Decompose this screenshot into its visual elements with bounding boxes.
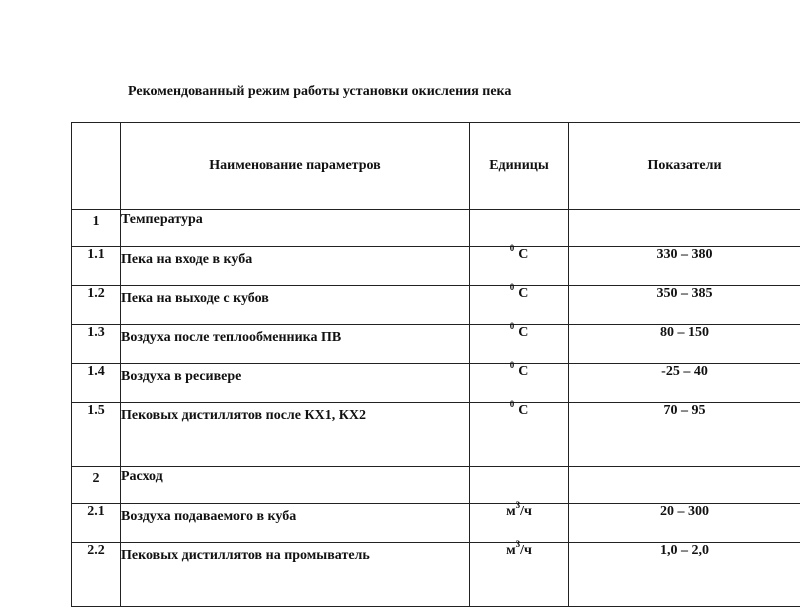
unit-symbol: С [518, 247, 528, 262]
row-parameter-name: Пека на выходе с кубов [121, 286, 470, 325]
table-row [72, 403, 800, 467]
row-unit [470, 325, 569, 364]
row-unit [470, 247, 569, 286]
unit-symbol: С [518, 364, 528, 379]
unit-exponent: 3 [516, 500, 521, 510]
row-parameter-name: Воздуха подаваемого в куба [121, 504, 470, 543]
row-number: 1.5 [72, 403, 121, 467]
row-value: 20 – 300 [569, 504, 800, 543]
unit-tail: /ч [520, 504, 532, 519]
row-unit [470, 403, 569, 467]
row-number: 2.1 [72, 504, 121, 543]
row-value [569, 210, 800, 247]
header-parameter-name: Наименование параметров [121, 123, 470, 210]
row-unit [470, 467, 569, 504]
row-parameter-name: Расход [121, 467, 470, 504]
degree-superscript: 0 [510, 243, 515, 253]
table-row [72, 504, 800, 543]
degree-superscript: 0 [510, 282, 515, 292]
row-number: 1 [72, 210, 121, 247]
row-parameter-name: Пековых дистиллятов после КХ1, КХ2 [121, 403, 470, 467]
table-row [72, 286, 800, 325]
row-parameter-name: Воздуха в ресивере [121, 364, 470, 403]
row-unit [470, 504, 569, 543]
row-value: 330 – 380 [569, 247, 800, 286]
row-unit [470, 543, 569, 607]
page-title: Рекомендованный режим работы установки окисления пека [128, 84, 511, 100]
unit-exponent: 3 [516, 539, 521, 549]
header-values: Показатели [569, 123, 800, 210]
row-number: 1.2 [72, 286, 121, 325]
row-value: -25 – 40 [569, 364, 800, 403]
unit-tail: /ч [520, 543, 532, 558]
row-number: 2 [72, 467, 121, 504]
row-value [569, 467, 800, 504]
table-header-row [72, 123, 800, 210]
row-number: 1.4 [72, 364, 121, 403]
table-row [72, 247, 800, 286]
row-parameter-name: Пековых дистиллятов на промыватель [121, 543, 470, 607]
row-parameter-name: Температура [121, 210, 470, 247]
parameters-table [71, 122, 800, 607]
row-value: 1,0 – 2,0 [569, 543, 800, 607]
row-number: 1.1 [72, 247, 121, 286]
table-row [72, 543, 800, 607]
header-units: Единицы [470, 123, 569, 210]
row-unit [470, 364, 569, 403]
row-unit [470, 210, 569, 247]
row-unit [470, 286, 569, 325]
table-row [72, 364, 800, 403]
row-parameter-name: Воздуха после теплообменника ПВ [121, 325, 470, 364]
unit-base: м [506, 504, 516, 519]
row-number: 2.2 [72, 543, 121, 607]
header-number [72, 123, 121, 210]
table-row [72, 467, 800, 504]
degree-superscript: 0 [510, 360, 515, 370]
degree-superscript: 0 [510, 399, 515, 409]
unit-symbol: С [518, 325, 528, 340]
unit-symbol: С [518, 286, 528, 301]
row-value: 350 – 385 [569, 286, 800, 325]
unit-symbol: С [518, 403, 528, 418]
row-value: 70 – 95 [569, 403, 800, 467]
table-row [72, 325, 800, 364]
table-row [72, 210, 800, 247]
degree-superscript: 0 [510, 321, 515, 331]
unit-base: м [506, 543, 516, 558]
row-parameter-name: Пека на входе в куба [121, 247, 470, 286]
row-value: 80 – 150 [569, 325, 800, 364]
row-number: 1.3 [72, 325, 121, 364]
